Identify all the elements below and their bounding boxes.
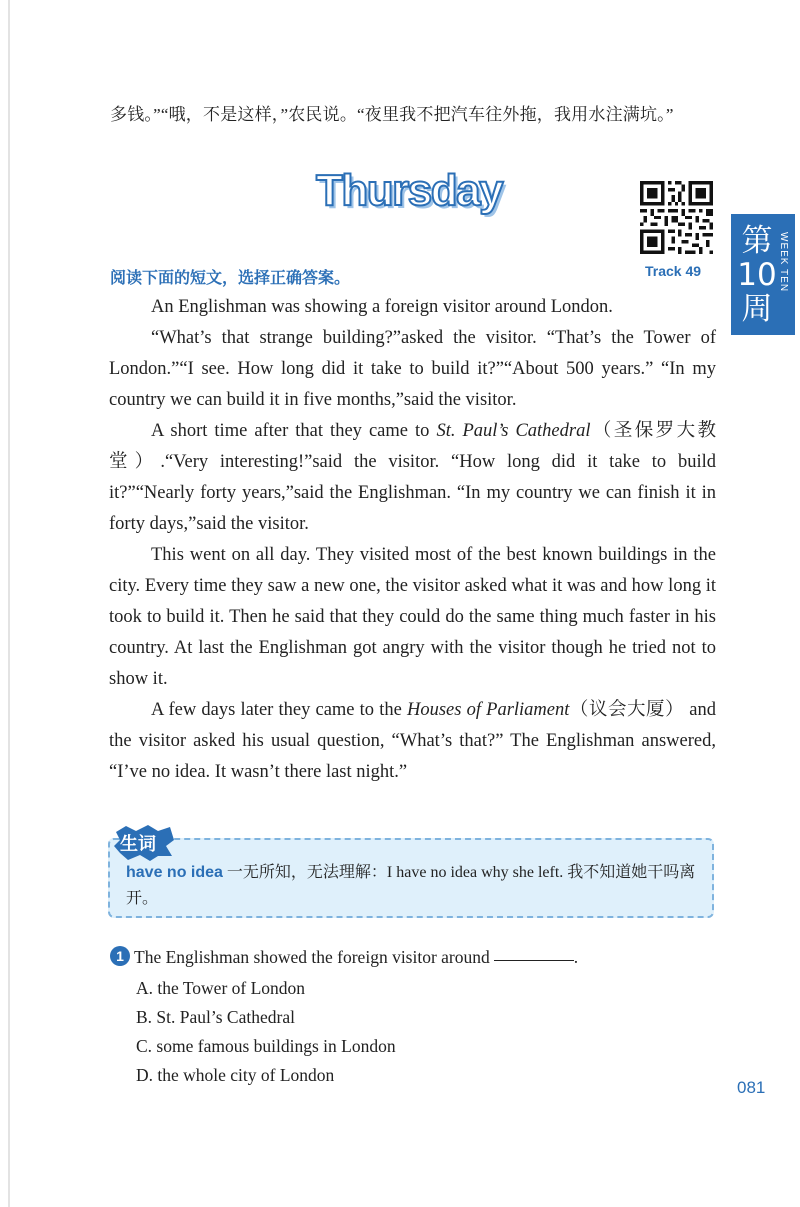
vocab-badge-label: 生词: [120, 834, 156, 855]
week-tab-chinese: 第10周: [737, 223, 777, 327]
question-end-punct: .: [573, 947, 579, 967]
passage-paragraph-3: [109, 416, 716, 540]
passage-p5-place-name: Houses of Parliament: [406, 700, 570, 720]
question-1: [110, 946, 578, 968]
passage-p3-place-name: St. Paul’s Cathedral: [436, 421, 591, 441]
passage-paragraph-2: “What’s that strange building?”asked the visitor. “That’s the Tower of London.”“I see. How long did it take to build it?”“About 500 years.” “In my country we can build it in five months,”said the visitor.: [109, 328, 716, 410]
vocab-entry: [126, 860, 706, 912]
page-number: 081: [737, 1078, 766, 1097]
qr-code-icon[interactable]: [640, 181, 713, 254]
page-edge: [8, 0, 10, 1207]
question-stem: The Englishman showed the foreign visitor around: [134, 947, 490, 967]
answer-options: [136, 974, 396, 1090]
day-title: Thursday: [316, 166, 503, 215]
passage-p5-text-b: （议会大厦） and the visitor asked his usual question, “What’s that?” The Englishman answered, “I’ve no idea. It wasn’t there last night.”: [109, 700, 716, 782]
option-d[interactable]: D. the whole city of London: [136, 1065, 335, 1085]
previous-text-line: 多钱。”“哦，不是这样，”农民说。“夜里我不把汽车往外拖，我用水注满坑。”: [110, 105, 674, 124]
passage-p3-text-a: A short time after that they came to: [151, 421, 437, 441]
week-tab: [731, 214, 795, 335]
option-b[interactable]: B. St. Paul’s Cathedral: [136, 1007, 295, 1027]
vocab-definition: 一无所知，无法理解：I have no idea why she left. 我不知道她干吗离开。: [126, 864, 696, 907]
option-c[interactable]: C. some famous buildings in London: [136, 1036, 396, 1056]
audio-track-label: Track 49: [645, 263, 702, 279]
vocab-term: have no idea: [126, 864, 223, 881]
answer-blank[interactable]: [494, 960, 574, 961]
passage-p5-text-a: A few days later they came to the: [151, 700, 407, 720]
passage-paragraph-1: An Englishman was showing a foreign visitor around London.: [151, 297, 613, 317]
passage-paragraph-5: [109, 695, 716, 788]
week-tab-english: WEEK TEN: [778, 232, 789, 293]
option-a[interactable]: A. the Tower of London: [136, 978, 306, 998]
question-number-badge: 1: [110, 946, 130, 966]
passage-paragraph-4: This went on all day. They visited most of the best known buildings in the city. Every time they saw a new one, the visitor asked what it was and how long it took to build it. Then he said that they could do the same thing much faster in his country. At last the Englishman got angry with the visitor though he tried not to show it.: [109, 545, 716, 689]
passage-p3-text-b: （圣保罗大教堂）.“Very interesting!”said the visitor. “How long did it take to build it?”“Nearly forty years,”said the Englishman. “In my country we can finish it in forty days,”said the visitor.: [109, 421, 716, 534]
reading-passage: [109, 292, 716, 788]
instruction-heading: 阅读下面的短文，选择正确答案。: [110, 268, 351, 287]
